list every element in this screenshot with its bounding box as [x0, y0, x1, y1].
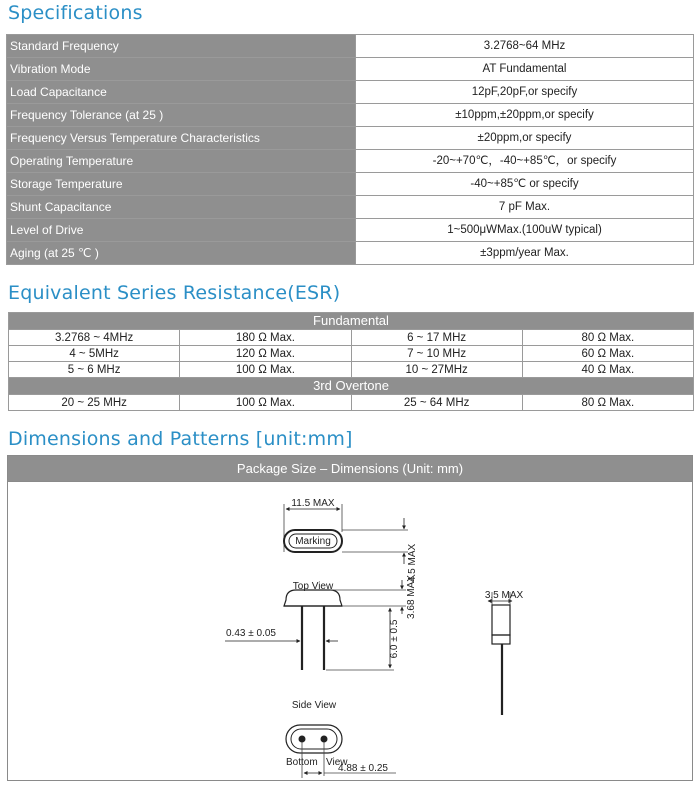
esr-frequency-cell: 5 ~ 6 MHz — [9, 362, 180, 378]
esr-row — [9, 362, 694, 378]
spec-value: -20~+70℃，-40~+85℃，or specify — [356, 150, 694, 173]
spec-row — [7, 104, 694, 127]
esr-resistance-cell: 100 Ω Max. — [180, 395, 351, 411]
spec-label: Level of Drive — [7, 219, 356, 242]
spec-row — [7, 58, 694, 81]
thickness-label: 3.5 MAX — [484, 590, 524, 601]
spec-label: Operating Temperature — [7, 150, 356, 173]
dimensions-heading: Dimensions and Patterns [unit:mm] — [8, 428, 353, 450]
esr-row — [9, 395, 694, 411]
lead-length-label: 6.0 ± 0.5 — [389, 619, 400, 659]
esr-resistance-cell: 100 Ω Max. — [180, 362, 351, 378]
spec-value: 3.2768~64 MHz — [356, 35, 694, 58]
spec-value: AT Fundamental — [356, 58, 694, 81]
spec-label: Frequency Tolerance (at 25 ) — [7, 104, 356, 127]
spec-row — [7, 150, 694, 173]
esr-row — [9, 330, 694, 346]
fundamental-section-row — [9, 313, 694, 330]
spec-label: Aging (at 25 ℃ ) — [7, 242, 356, 265]
spec-row — [7, 81, 694, 104]
esr-frequency-cell: 6 ~ 17 MHz — [351, 330, 522, 346]
body-height-label: 3.68 MAX — [406, 575, 417, 619]
overtone-section-label: 3rd Overtone — [9, 378, 694, 395]
esr-frequency-cell: 10 ~ 27MHz — [351, 362, 522, 378]
panel-title: Package Size – Dimensions (Unit: mm) — [8, 456, 692, 482]
esr-heading: Equivalent Series Resistance(ESR) — [8, 282, 341, 304]
esr-frequency-cell: 7 ~ 10 MHz — [351, 346, 522, 362]
dimensions-panel — [7, 455, 693, 781]
spec-label: Shunt Capacitance — [7, 196, 356, 219]
esr-resistance-cell: 80 Ω Max. — [522, 395, 693, 411]
spec-row — [7, 196, 694, 219]
spec-row — [7, 127, 694, 150]
spec-row — [7, 173, 694, 196]
spec-row — [7, 219, 694, 242]
esr-frequency-cell: 20 ~ 25 MHz — [9, 395, 180, 411]
specifications-table — [6, 34, 694, 265]
lead-dia-label: 0.43 ± 0.05 — [226, 628, 276, 639]
spec-value: 1~500μWMax.(100uW typical) — [356, 219, 694, 242]
specifications-heading: Specifications — [8, 2, 143, 24]
side-view-label: Side View — [291, 700, 337, 711]
esr-frequency-cell: 3.2768 ~ 4MHz — [9, 330, 180, 346]
spec-value: ±10ppm,±20ppm,or specify — [356, 104, 694, 127]
bottom-view-label: Bottom View — [286, 757, 348, 768]
spec-label: Vibration Mode — [7, 58, 356, 81]
bottom-view — [286, 725, 396, 778]
esr-frequency-cell: 4 ~ 5MHz — [9, 346, 180, 362]
fundamental-section-label: Fundamental — [9, 313, 694, 330]
width-label: 11.5 MAX — [291, 498, 335, 509]
spec-label: Load Capacitance — [7, 81, 356, 104]
esr-row — [9, 346, 694, 362]
overtone-section-row — [9, 378, 694, 395]
esr-resistance-cell: 60 Ω Max. — [522, 346, 693, 362]
spec-row — [7, 35, 694, 58]
marking-label: Marking — [295, 536, 331, 547]
esr-frequency-cell: 25 ~ 64 MHz — [351, 395, 522, 411]
esr-resistance-cell: 80 Ω Max. — [522, 330, 693, 346]
spec-value: 12pF,20pF,or specify — [356, 81, 694, 104]
spec-value: -40~+85℃ or specify — [356, 173, 694, 196]
spec-row — [7, 242, 694, 265]
spec-value: ±20ppm,or specify — [356, 127, 694, 150]
spec-label: Frequency Versus Temperature Characteristics — [7, 127, 356, 150]
spec-value: ±3ppm/year Max. — [356, 242, 694, 265]
pitch-label: 4.88 ± 0.25 — [338, 763, 388, 774]
esr-resistance-cell: 40 Ω Max. — [522, 362, 693, 378]
side-view — [225, 575, 417, 711]
thickness-view — [485, 590, 524, 715]
spec-label: Standard Frequency — [7, 35, 356, 58]
spec-value: 7 pF Max. — [356, 196, 694, 219]
height-label: 4.5 MAX — [407, 543, 418, 583]
top-view — [284, 498, 418, 592]
esr-table — [8, 312, 694, 411]
top-view-label: Top View — [292, 581, 334, 592]
esr-resistance-cell: 180 Ω Max. — [180, 330, 351, 346]
esr-resistance-cell: 120 Ω Max. — [180, 346, 351, 362]
package-drawing — [8, 482, 692, 782]
spec-label: Storage Temperature — [7, 173, 356, 196]
